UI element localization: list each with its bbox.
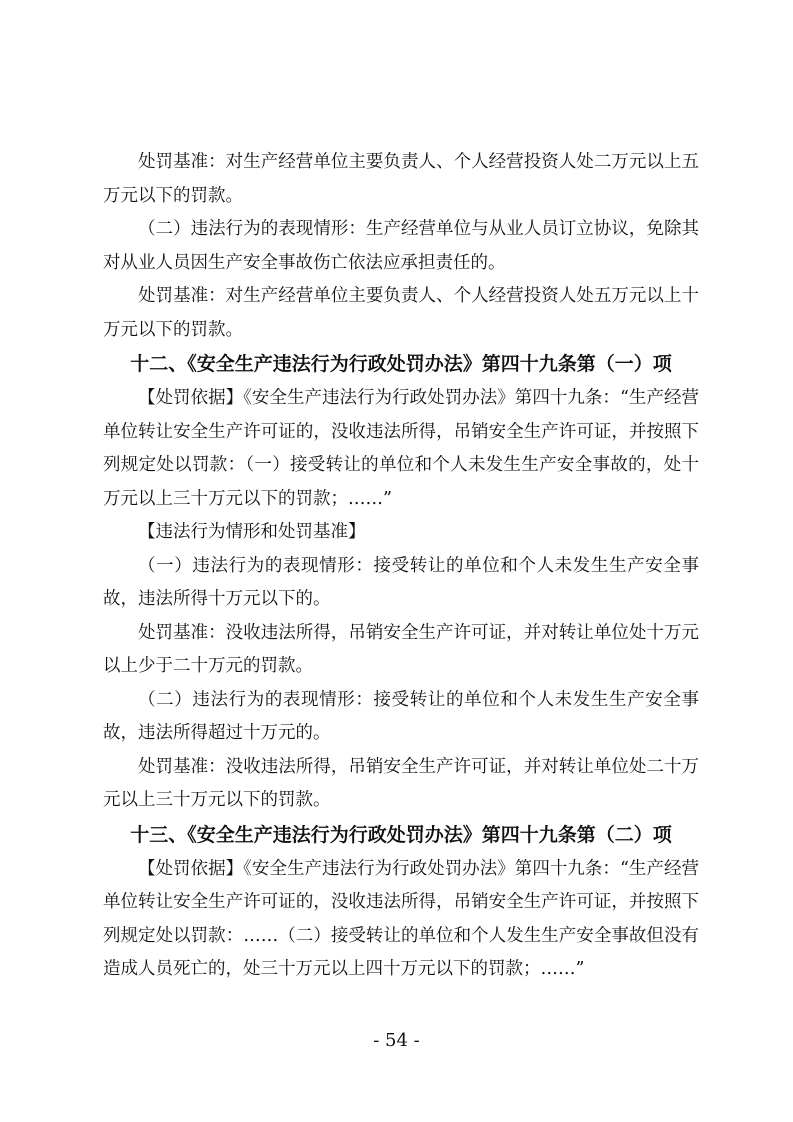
paragraph: 【处罚依据】《安全生产违法行为行政处罚办法》第四十九条：“生产经营单位转让安全生产许可证的，没收违法所得，吊销安全生产许可证，并按照下列规定处以罚款：……（二）接受转让的单位和个人发生生产安全事故但没有造成人员死亡的，处三十万元以上四十万元以下的罚款；……” <box>103 858 699 979</box>
page-number: - 54 - <box>373 1030 420 1051</box>
paragraph: 处罚基准：没收违法所得，吊销安全生产许可证，并对转让单位处十万元以上少于二十万元的罚款。 <box>103 622 699 676</box>
section-heading: 十二、《安全生产违法行为行政处罚办法》第四十九条第（一）项 <box>130 353 672 375</box>
paragraph: （二）违法行为的表现情形：接受转让的单位和个人未发生生产安全事故，违法所得超过十万元的。 <box>103 689 699 743</box>
paragraph: （二）违法行为的表现情形：生产经营单位与从业人员订立协议，免除其对从业人员因生产安全事故伤亡依法应承担责任的。 <box>103 219 699 273</box>
paragraph: 处罚基准：没收违法所得，吊销安全生产许可证，并对转让单位处二十万元以上三十万元以下的罚款。 <box>103 756 699 810</box>
paragraph: 处罚基准：对生产经营单位主要负责人、个人经营投资人处二万元以上五万元以下的罚款。 <box>103 152 699 206</box>
paragraph: 【违法行为情形和处罚基准】 <box>138 522 366 542</box>
paragraph: 【处罚依据】《安全生产违法行为行政处罚办法》第四十九条：“生产经营单位转让安全生产许可证的，没收违法所得，吊销安全生产许可证，并按照下列规定处以罚款：（一）接受转让的单位和个人未发生生产安全事故的，处十万元以上三十万元以下的罚款；……” <box>103 388 699 509</box>
document-body <box>103 146 699 987</box>
paragraph: 处罚基准：对生产经营单位主要负责人、个人经营投资人处五万元以上十万元以下的罚款。 <box>103 286 699 340</box>
paragraph: （一）违法行为的表现情形：接受转让的单位和个人未发生生产安全事故，违法所得十万元以下的。 <box>103 555 699 609</box>
section-heading: 十三、《安全生产违法行为行政处罚办法》第四十九条第（二）项 <box>130 823 672 846</box>
